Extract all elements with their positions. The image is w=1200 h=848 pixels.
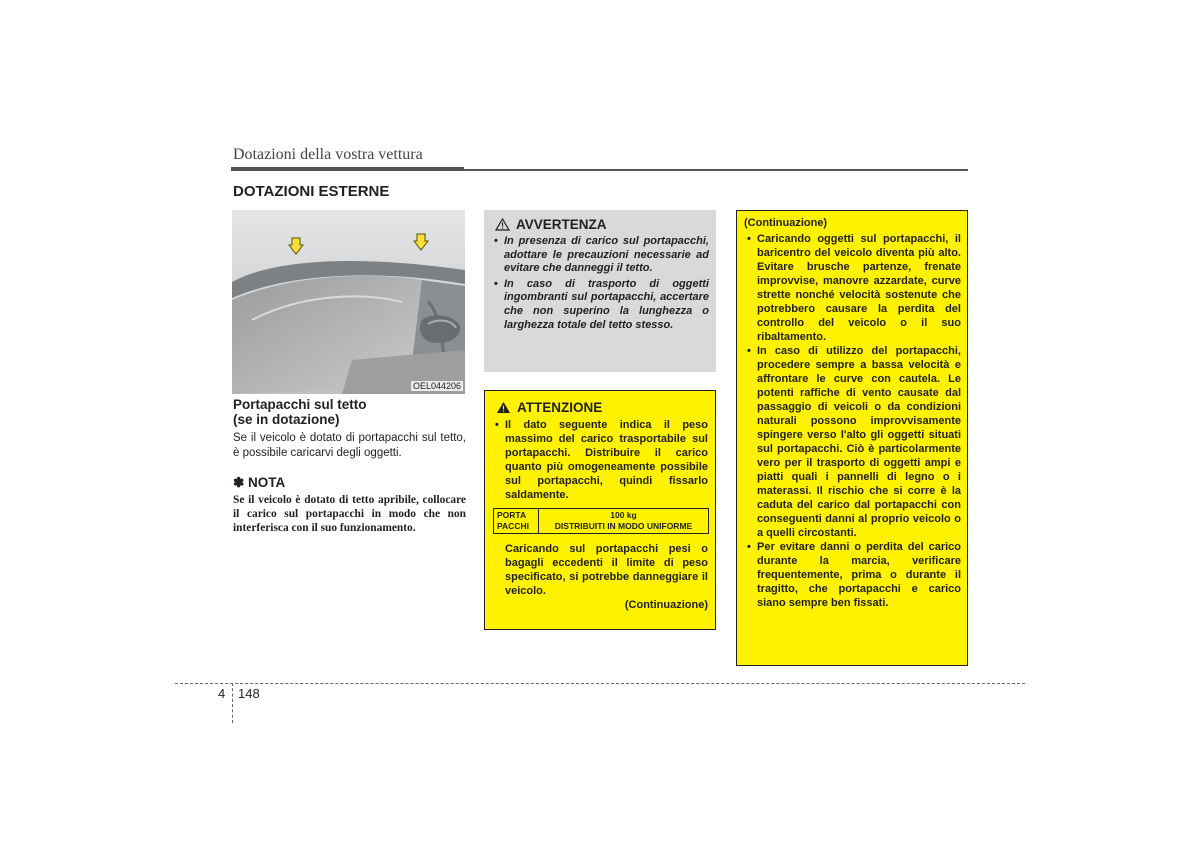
- warning-box: [484, 210, 716, 372]
- warning-title: [495, 217, 709, 232]
- page-number-value: 148: [238, 686, 260, 701]
- continued-caution-box: [736, 210, 968, 666]
- roof-rack-body: Se il veicolo è dotato di portapacchi sul tetto, è possibile caricarvi degli oggetti.: [233, 432, 466, 459]
- roof-rack-subtitle: [233, 397, 466, 427]
- page-number: [218, 686, 260, 701]
- nota-title: ✽ NOTA: [233, 475, 286, 490]
- photo-code: OEL044206: [412, 381, 461, 391]
- list-item: • In presenza di carico sul portapacchi, adottare le precauzioni necessarie ad evitare che danneggi il tetto.: [491, 235, 709, 276]
- continued-head: (Continuazione): [744, 217, 828, 229]
- header-rule: [464, 169, 968, 171]
- table-value-cell: [539, 509, 709, 534]
- list-item: • In caso di trasporto di oggetti ingombranti sul portapacchi, accertare che non superino la lunghezza o larghezza totale del tetto stesso.: [491, 278, 709, 332]
- section-title: DOTAZIONI ESTERNE: [233, 183, 390, 200]
- list-item: • In caso di utilizzo del portapacchi, procedere sempre a bassa velocità e affrontare le curve con cautela. Le potenti raffiche di vento causate dal passaggio di veicoli o da condizioni naturali possono improvvisamente spingere verso l'alto gli oggetti situati sul portapacchi. Ciò è particolarmente vero per il trasporto di oggetti ampi e piatti quali i pannelli di legno o i materassi. Il rischio che si corre è la caduta del carico dal portapacchi con conseguenti danni al proprio veicolo o a quelli circostanti.: [744, 344, 961, 540]
- arrow-down-icon: [288, 237, 304, 255]
- table-label: PACCHI: [497, 521, 529, 531]
- caution-box: [484, 390, 716, 630]
- table-label-cell: [494, 509, 539, 534]
- caution-title-text: ATTENZIONE: [517, 400, 603, 415]
- subtitle-line: Portapacchi sul tetto: [233, 397, 367, 412]
- list-item: • Per evitare danni o perdita del carico durante la marcia, verificare frequentemente, prima o durante il tragitto, che portapacchi e carico siano sempre ben fissati.: [744, 540, 961, 610]
- caution-list: [492, 418, 708, 502]
- header-rule-bold: [231, 167, 464, 171]
- table-label: PORTA: [497, 510, 527, 520]
- warning-title-text: AVVERTENZA: [516, 217, 607, 232]
- caution-paragraph: Caricando sul portapacchi pesi o bagagli eccedenti il limite di peso specificato, si potrebbe danneggiare il veicolo.: [505, 543, 708, 597]
- warning-triangle-icon: [495, 218, 510, 231]
- arrow-down-icon: [413, 233, 429, 251]
- load-table: [493, 508, 709, 534]
- table-row: [494, 509, 709, 534]
- footer-rule: [175, 683, 1025, 684]
- warning-list: [491, 235, 709, 332]
- list-item: • Il dato seguente indica il peso massimo del carico trasportabile sul portapacchi. Distribuire il carico quanto più omogeneamente possibile sul portapacchi, quindi fissarlo saldamente.: [492, 418, 708, 502]
- list-item: • Caricando oggetti sul portapacchi, il baricentro del veicolo diventa più alto. Evitare brusche partenze, frenate improvvise, manovre azzardate, curve strette nonché velocità sostenute che potrebbero causare la perdita del controllo del veicolo o il suo ribaltamento.: [744, 232, 961, 344]
- nota-body: Se il veicolo è dotato di tetto apribile, collocare il carico sul portapacchi in modo che non interferisca con il suo funzionamento.: [233, 494, 466, 534]
- roof-rack-photo: [232, 210, 465, 394]
- table-value: DISTRIBUITI IN MODO UNIFORME: [554, 521, 693, 531]
- caution-triangle-icon: [496, 401, 511, 414]
- table-value: 100 kg: [610, 510, 637, 520]
- chapter-number: 4: [218, 686, 226, 701]
- running-header: Dotazioni della vostra vettura: [233, 146, 423, 163]
- caution-title: [496, 400, 708, 415]
- subtitle-line: (se in dotazione): [233, 412, 340, 427]
- continued-list: [744, 232, 961, 610]
- continuation-label: (Continuazione): [624, 599, 708, 611]
